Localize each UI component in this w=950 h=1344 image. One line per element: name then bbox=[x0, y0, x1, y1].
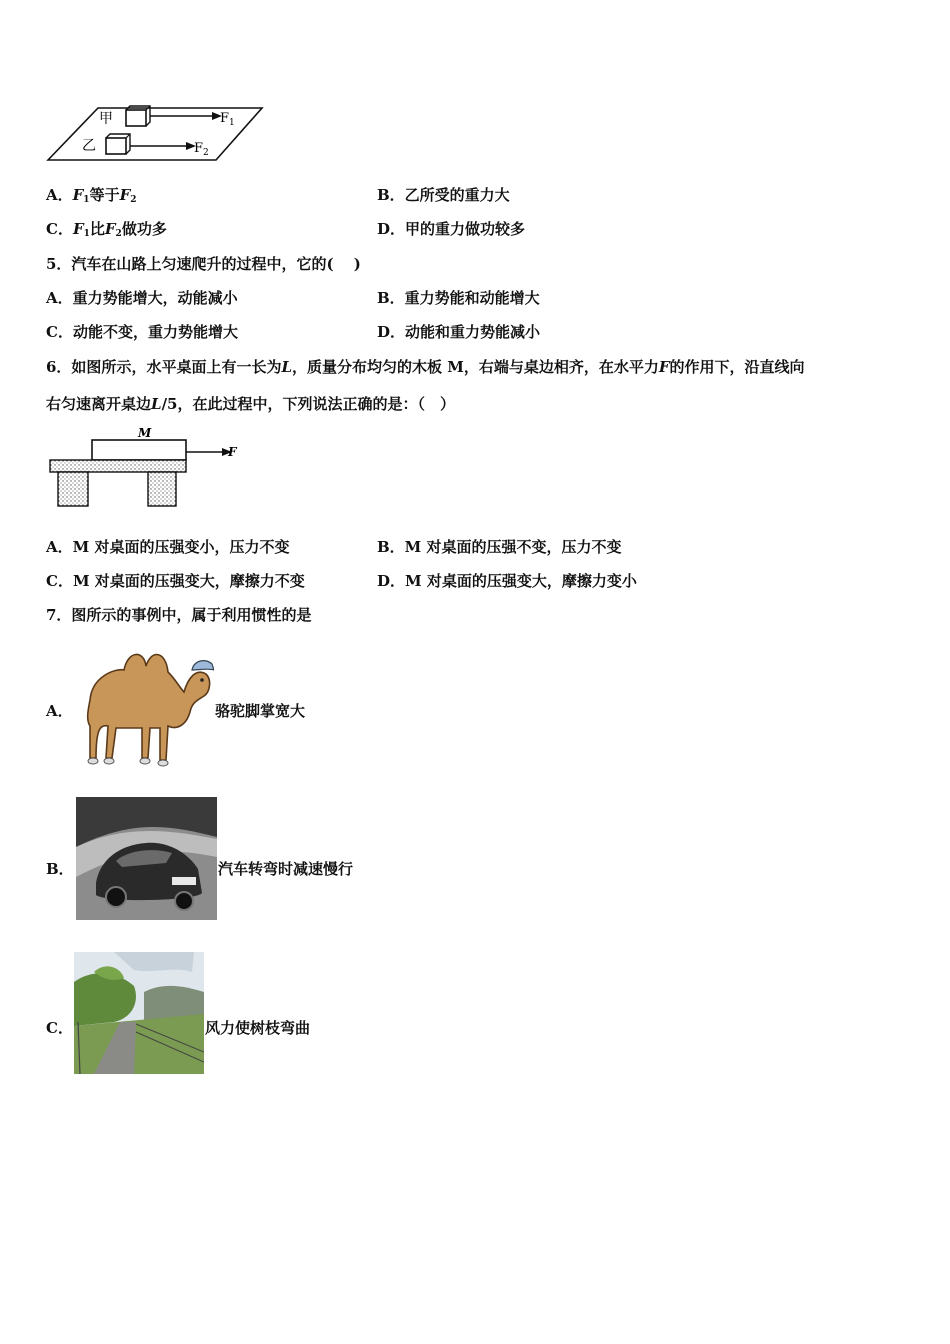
label-f2: $F_2$ bbox=[194, 141, 209, 158]
q4-option-d[interactable]: D．甲的重力做功较多 bbox=[377, 220, 526, 238]
car-svg bbox=[76, 797, 217, 920]
q7-stem: 7．图所示的事例中，属于利用惯性的是 bbox=[46, 606, 312, 624]
figure-board-svg bbox=[46, 424, 246, 510]
q6-option-a[interactable]: A．M 对桌面的压强变小，压力不变 bbox=[46, 538, 290, 556]
table-leg-left bbox=[58, 472, 88, 506]
q5-option-c[interactable]: C．动能不变，重力势能增大 bbox=[46, 323, 238, 341]
q5-option-a[interactable]: A．重力势能增大，动能减小 bbox=[46, 289, 238, 307]
label-f: F bbox=[228, 445, 237, 459]
block-yi bbox=[106, 138, 126, 154]
figure-two-blocks-svg bbox=[44, 100, 266, 166]
q5-stem: 5．汽车在山路上匀速爬升的过程中，它的( ) bbox=[46, 255, 361, 273]
q7-option-a-text: 骆驼脚掌宽大 bbox=[215, 702, 306, 720]
label-m: M bbox=[138, 426, 152, 440]
q7-option-c-letter[interactable]: C． bbox=[46, 1019, 73, 1037]
label-f1: $F_1$ bbox=[220, 111, 235, 128]
camel-image bbox=[80, 640, 214, 768]
q7-option-a-letter[interactable]: A． bbox=[46, 702, 73, 720]
figure-two-blocks bbox=[44, 100, 266, 166]
q6-stem-line2: 右匀速离开桌边L/5，在此过程中，下列说法正确的是：（ ） bbox=[46, 395, 455, 413]
q5-option-b[interactable]: B．重力势能和动能增大 bbox=[377, 289, 540, 307]
table-top bbox=[50, 460, 186, 472]
q4-option-c[interactable]: C．$F_1$比$F_2$做功多 bbox=[46, 220, 167, 239]
q4-option-a[interactable]: A．$F_1$等于$F_2$ bbox=[46, 186, 137, 205]
q5-option-d[interactable]: D．动能和重力势能减小 bbox=[377, 323, 541, 341]
block-jia bbox=[126, 110, 146, 126]
q7-option-b-text: 汽车转弯时减速慢行 bbox=[218, 860, 354, 878]
table-leg-right bbox=[148, 472, 176, 506]
camel-svg bbox=[80, 640, 214, 768]
q7-option-b-letter[interactable]: B． bbox=[46, 860, 74, 878]
label-jia: 甲 bbox=[99, 111, 113, 127]
board-m bbox=[92, 440, 186, 460]
q7-option-c-text: 风力使树枝弯曲 bbox=[205, 1019, 311, 1037]
tree-image bbox=[74, 952, 204, 1074]
figure-board-on-table bbox=[46, 424, 246, 510]
q6-stem-line1: 6．如图所示，水平桌面上有一长为L，质量分布均匀的木板 M，右端与桌边相齐，在水平力F的作用下，沿直线向 bbox=[46, 358, 805, 376]
q6-option-b[interactable]: B．M 对桌面的压强不变，压力不变 bbox=[377, 538, 622, 556]
q4-option-b[interactable]: B．乙所受的重力大 bbox=[377, 186, 510, 204]
tree-svg bbox=[74, 952, 204, 1074]
q6-option-c[interactable]: C．M 对桌面的压强变大，摩擦力不变 bbox=[46, 572, 305, 590]
q6-option-d[interactable]: D．M 对桌面的压强变大，摩擦力变小 bbox=[377, 572, 637, 590]
car-image bbox=[76, 797, 217, 920]
label-yi: 乙 bbox=[82, 138, 96, 154]
